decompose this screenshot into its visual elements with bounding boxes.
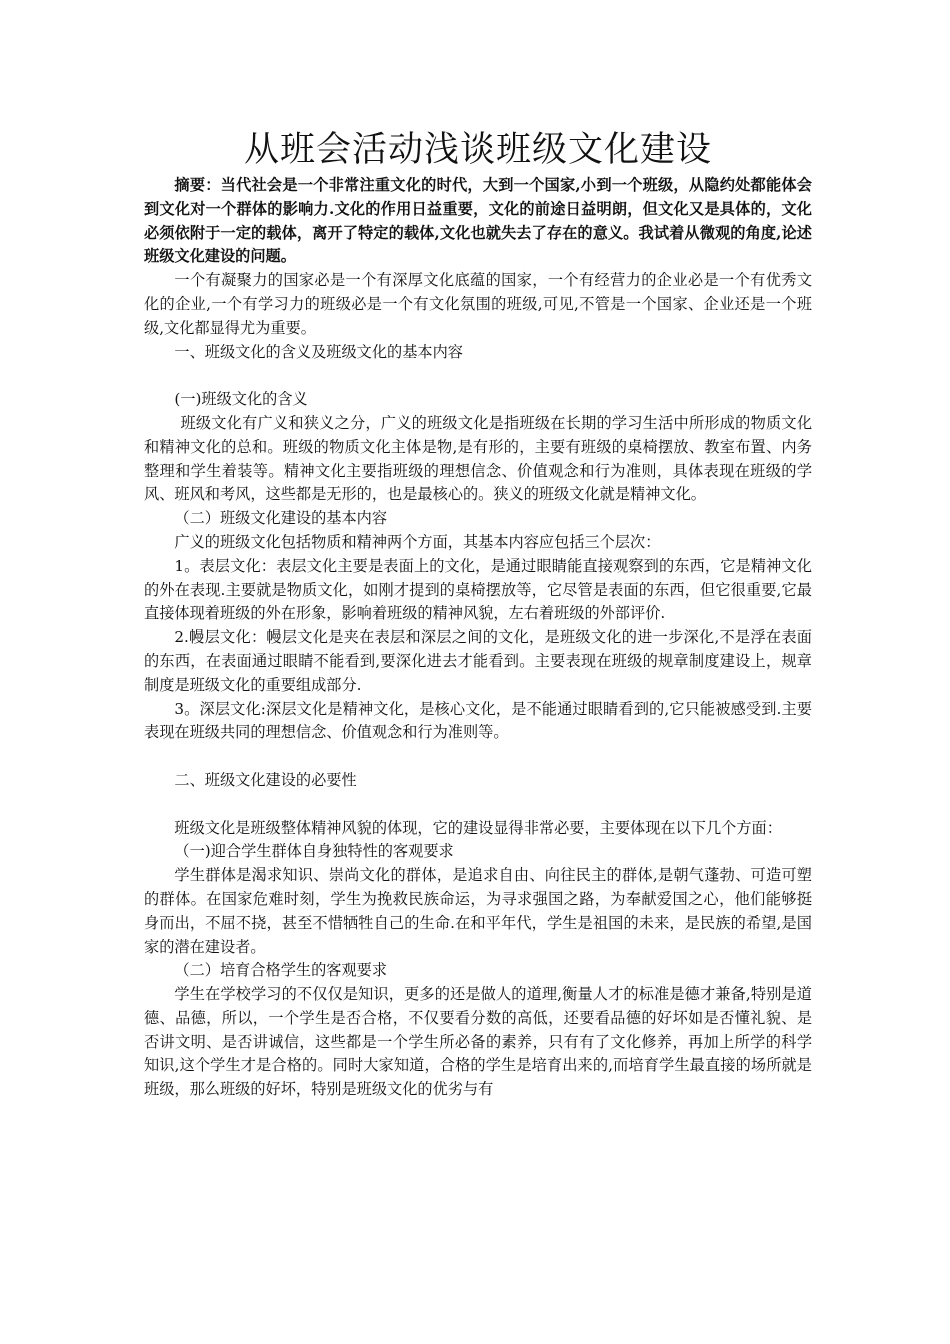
paragraph-surface-culture: 1。表层文化：表层文化主要是表面上的文化，是通过眼睛能直接观察到的东西，它是精神文化的外在表现.主要就是物质文化，如刚才提到的桌椅摆放等，它尽管是表面的东西，但它很重要,它最直接体现着班级的外在形象，影响着班级的精神风貌，左右着班级的外部评价. <box>144 556 812 623</box>
heading-section-1: 一、班级文化的含义及班级文化的基本内容 <box>174 342 463 361</box>
paragraph-basic-content: 广义的班级文化包括物质和精神两个方面，其基本内容应包括三个层次： <box>174 532 661 551</box>
paragraph-qualified-students: 学生在学校学习的不仅仅是知识，更多的还是做人的道理,衡量人才的标准是德才兼备,特别是道德、品德，所以，一个学生是否合格，不仅要看分数的高低，还要看品德的好坏如是否懂礼貌、是否讲文明、是否讲诚信，这些都是一个学生所必备的素养，只有有了文化修养，再加上所学的科学知识,这个学生才是合格的。同时大家知道，合格的学生是培育出来的,而培育学生最直接的场所就是班级，那么班级的好坏，特别是班级文化的优劣与有 <box>144 985 812 1099</box>
paragraph-culture-meaning: 班级文化有广义和狭义之分，广义的班级文化是指班级在长期的学习生活中所形成的物质文化和精神文化的总和。班级的物质文化主体是物,是有形的，主要有班级的桌椅摆放、教室布置、内务整理和学生着装等。精神文化主要指班级的理想信念、价值观念和行为准则，具体表现在班级的学风、班风和考风，这些都是无形的，也是最核心的。狭义的班级文化就是精神文化。 <box>144 413 812 504</box>
paragraph-necessity-intro: 班级文化是班级整体精神风貌的体现，它的建设显得非常必要，主要体现在以下几个方面： <box>174 818 782 837</box>
heading-subsection-2-2: （二）培育合格学生的客观要求 <box>174 961 388 980</box>
blank-line <box>144 793 812 817</box>
paragraph-student-group: 学生群体是渴求知识、崇尚文化的群体，是追求自由、向往民主的群体,是朝气蓬勃、可造可塑的群体。在国家危难时刻，学生为挽救民族命运，为寻求强国之路，为奉献爱国之心，他们能够挺身而出，不屈不挠，甚至不惜牺牲自己的生命.在和平年代，学生是祖国的未来，是民族的希望,是国家的潜在建设者。 <box>144 866 812 956</box>
heading-subsection-1-1: (一)班级文化的含义 <box>174 390 308 409</box>
document-title: 从班会活动浅谈班级文化建设 <box>243 130 712 170</box>
heading-subsection-1-2: （二）班级文化建设的基本内容 <box>174 509 388 528</box>
paragraph-intro: 一个有凝聚力的国家必是一个有深厚文化底蕴的国家，一个有经营力的企业必是一个有优秀文化的企业,一个有学习力的班级必是一个有文化氛围的班级,可见,不管是一个国家、企业还是一个班级,文化都显得尤为重要。 <box>144 271 812 337</box>
heading-section-2: 二、班级文化建设的必要性 <box>174 770 357 789</box>
blank-line <box>144 364 812 388</box>
paragraph-deep-culture: 3。深层文化:深层文化是精神文化，是核心文化，是不能通过眼睛看到的,它只能被感受到.主要表现在班级共同的理想信念、价值观念和行为准则等。 <box>144 699 812 742</box>
heading-subsection-2-1: （一)迎合学生群体自身独特性的客观要求 <box>174 842 454 861</box>
document-page <box>144 128 812 1102</box>
paragraph-middle-culture: 2.幔层文化：幔层文化是夹在表层和深层之间的文化，是班级文化的进一步深化,不是浮在表面的东西，在表面通过眼睛不能看到,要深化进去才能看到。主要表现在班级的规章制度建设上，规章制度是班级文化的重要组成部分. <box>144 628 812 694</box>
abstract: 摘要：当代社会是一个非常注重文化的时代，大到一个国家,小到一个班级，从隐约处都能体会到文化对一个群体的影响力.文化的作用日益重要，文化的前途日益明朗，但文化又是具体的，文化必须依附于一定的载体，离开了特定的载体,文化也就失去了存在的意义。我试着从微观的角度,论述班级文化建设的问题。 <box>144 176 812 266</box>
blank-line <box>144 745 812 769</box>
